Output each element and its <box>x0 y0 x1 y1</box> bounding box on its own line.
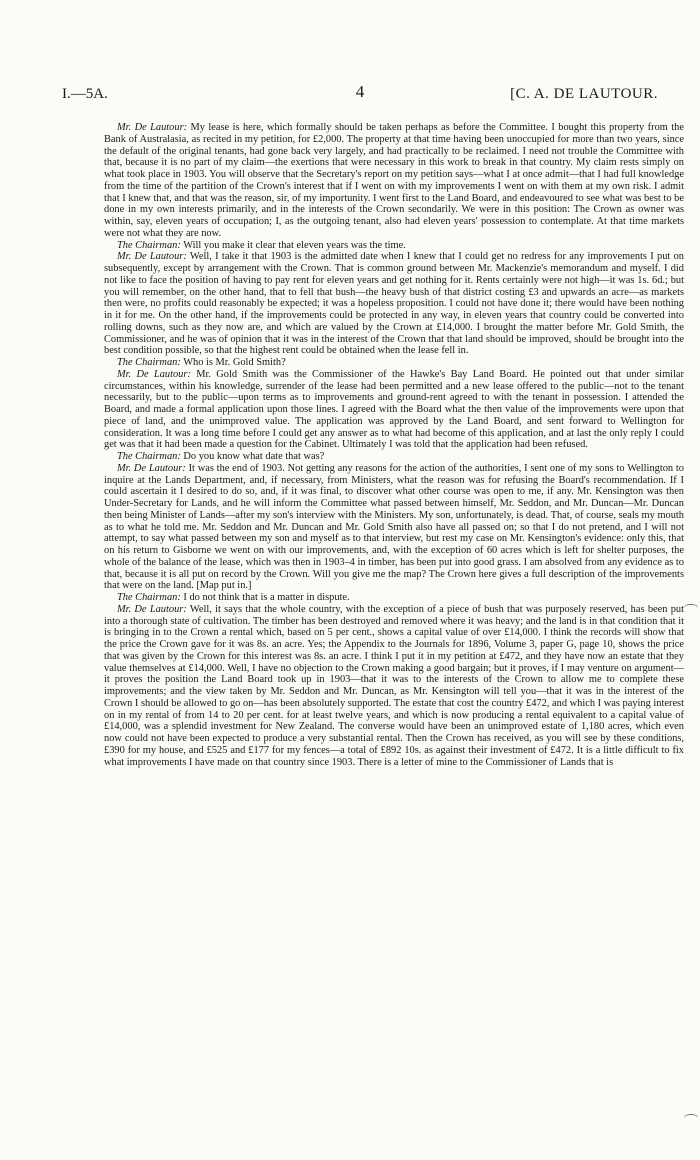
paragraph <box>104 604 684 769</box>
witness-name: [C. A. DE LAUTOUR. <box>510 86 658 102</box>
paragraph <box>104 122 684 240</box>
speaker: The Chairman: <box>117 239 181 251</box>
speaker: Mr. De Lautour: <box>117 251 187 263</box>
paragraph-text: My lease is here, which formally should be taken perhaps as before the Committee. I bought this property from the Bank of Australasia, as recited in my petition, for £2,000. The property at that time having been unoccupied for more than two years, since the default of the original tenants, had gone back very largely, and had practically to be reclaimed. I need not trouble the Committee with that, because it is no part of my claim—the exertions that were necessary in this work to break in that country. My claim rests simply on what took place in 1903. You will observe that the Secretary's report on my petition says—what I at once admit—that I had full knowledge from the time of the partition of the Crown's interest that if I went on with my improvements I went on with them at my own risk. I admit that I knew that, and that was the reason, sir, of my importunity. I went first to the Land Board, and endeavoured to see what was best to be done in my own interests primarily, and in the interests of the Crown secondarily. We were in this position: The Crown as owner was within, say, eleven years of occupation; I, as the outgoing tenant, also had eleven years' possession to contemplate. At that time markets were not what they are now. <box>104 122 684 239</box>
speaker: Mr. De Lautour: <box>117 122 188 133</box>
transcript-body <box>104 122 684 768</box>
paragraph-text: Do you know what date that was? <box>183 451 325 462</box>
paragraph <box>104 451 684 463</box>
paragraph-text: Who is Mr. Gold Smith? <box>183 357 286 368</box>
paragraph-text: Well, it says that the whole country, with the exception of a piece of bush that was purposely reserved, has been put into a thorough state of cultivation. The timber has been destroyed and removed where it was heavy; and the land is in that condition that it is bringing in to the Crown a rental which, based on 5 per cent., shows a capital value of over £14,000. I think the records will show that the price the Crown gave for it was 8s. an acre. Yes; the Appendix to the Journals for 1896, Volume 3, paper G, page 10, shows the price that was given by the Crown for this interest was 8s. an acre. I think I put it in my petition at £472, and they have now an estate that they value themselves at £14,000. Well, I have no objection to the Crown making a good bargain; but it proves, if I may venture on argument—it proves the position the Land Board took up in 1903—that it was to the interests of the Crown to allow me to complete these improvements; and the view taken by Mr. Seddon and Mr. Duncan, as Mr. Kensington will tell you—that it was in the interest of the Crown I should be allowed to go on—has been absolutely supported. The estate that cost the country £472, and which I was paying interest on in my rental of from 14 to 20 per cent. for at least twelve years, and which is now producing a rental equivalent to a capital value of £14,000, was a splendid investment for New Zealand. The converse would have been an unimproved estate of 1,180 acres, which even now could not have been expected to produce a very substantial rental. Then the Crown has received, as you will see by these conditions, £390 for my house, and £525 and £177 for my fences—a total of £892 10s. as against their investment of £472. It is a little difficult to fix what improvements I have made on that country since 1903. There is a letter of mine to the Commissioner of Lands that is <box>104 603 684 768</box>
speaker: The Chairman: <box>117 592 181 603</box>
paragraph-text: Will you make it clear that eleven years was the time. <box>183 239 406 251</box>
paragraph-text: It was the end of 1903. Not getting any reasons for the action of the authorities, I sent one of my sons to Wellington to inquire at the Lands Department, and, if necessary, from Ministers, what the reason was for refusing the Board's recommendation. If I could ascertain it I desired to do so, and, if it was final, to discover what other course was open to me, if any. Mr. Kensington was then Under-Secretary for Lands, and he will inform the Committee what passed between himself, Mr. Seddon, and Mr. Duncan—Mr. Duncan then being Minister of Lands—after my son's interview with the Ministers. My son, unfortunately, is dead. That, of course, seals my mouth as to what he told me. Mr. Seddon and Mr. Duncan and Mr. Gold Smith also have all passed on; so that I do not pretend, and I will not attempt, to say what passed between my son and myself as to that interview, but rest my case on Mr. Kensington's evidence: only this, that on his return to Gisborne we went on with our improvements, and, with the exception of 60 acres which is left for shelter purposes, the whole of the balance of the lease, which was then in 1903–4 in timber, has been put into good grass. I am absolved from any evidence as to that, because it is all put on record by the Crown. Will you give me the map? The Crown here gives a full description of the improvements that were on the land. [Map put in.] <box>104 462 684 592</box>
paper-reference: I.—5A. <box>62 86 108 102</box>
speaker: Mr. De Lautour: <box>117 368 191 380</box>
paragraph-text: Well, I take it that 1903 is the admitted date when I knew that I could get no redress for any improvements I put on subsequently, except by arrangement with the Crown. That is common ground between Mr. Mackenzie's memorandum and myself. I did not like to face the position of having to pay rent for eleven years and get nothing for it. Rents certainly were not high—it was 1s. 6d.; but you will remember, on the other hand, that to fell that bush—the heavy bush of that district costing £3 and upwards an acre—as markets then were, no profits could reasonably be expected; it was a hopeless proposition. I could not have done it; there would have been nothing in it for me. On the other hand, if the improvements could be protected in any way, in eleven years that country could be converted into rolling downs, such as they now are, and which are valued by the Crown at £14,000. I brought the matter before Mr. Gold Smith, the Commissioner, and he was of opinion that it was in the interest of the Crown that that land should be improved, should be brought into the best condition possible, so that the highest rent could be obtained when the lease fell in. <box>104 251 684 357</box>
paragraph <box>104 369 684 451</box>
paragraph <box>104 463 684 592</box>
margin-pencil-mark <box>684 1114 698 1125</box>
paragraph <box>104 251 684 357</box>
speaker: Mr. De Lautour: <box>117 603 187 615</box>
paragraph <box>104 240 684 252</box>
paragraph-text: Mr. Gold Smith was the Commissioner of the Hawke's Bay Land Board. He pointed out that under similar circumstances, within his knowledge, surrender of the lease had been permitted and a new lease offered to the public—not to the tenant necessarily, but to the public—upon terms as to improvements and ground-rent agreed to with the tenant in possession. I attended the Board, and made a formal application upon those lines. I agreed with the Board what the then value of the improvements were upon that piece of land, and the unimproved value. The application was approved by the Land Board, and sent forward to Wellington for consideration. It was a long time before I could get any answer as to what had become of this application, and at last the only reply I could get was that it had been made a question for the Cabinet. Ultimately I was told that the application had been refused. <box>104 368 684 451</box>
page-header <box>62 82 658 106</box>
speaker: The Chairman: <box>117 451 181 462</box>
paragraph <box>104 592 684 604</box>
speaker: The Chairman: <box>117 357 181 368</box>
page-number: 4 <box>355 82 365 101</box>
paragraph-text: I do not think that is a matter in dispute. <box>183 592 350 603</box>
paragraph <box>104 357 684 369</box>
speaker: Mr. De Lautour: <box>117 462 186 474</box>
margin-pencil-mark <box>684 604 698 615</box>
